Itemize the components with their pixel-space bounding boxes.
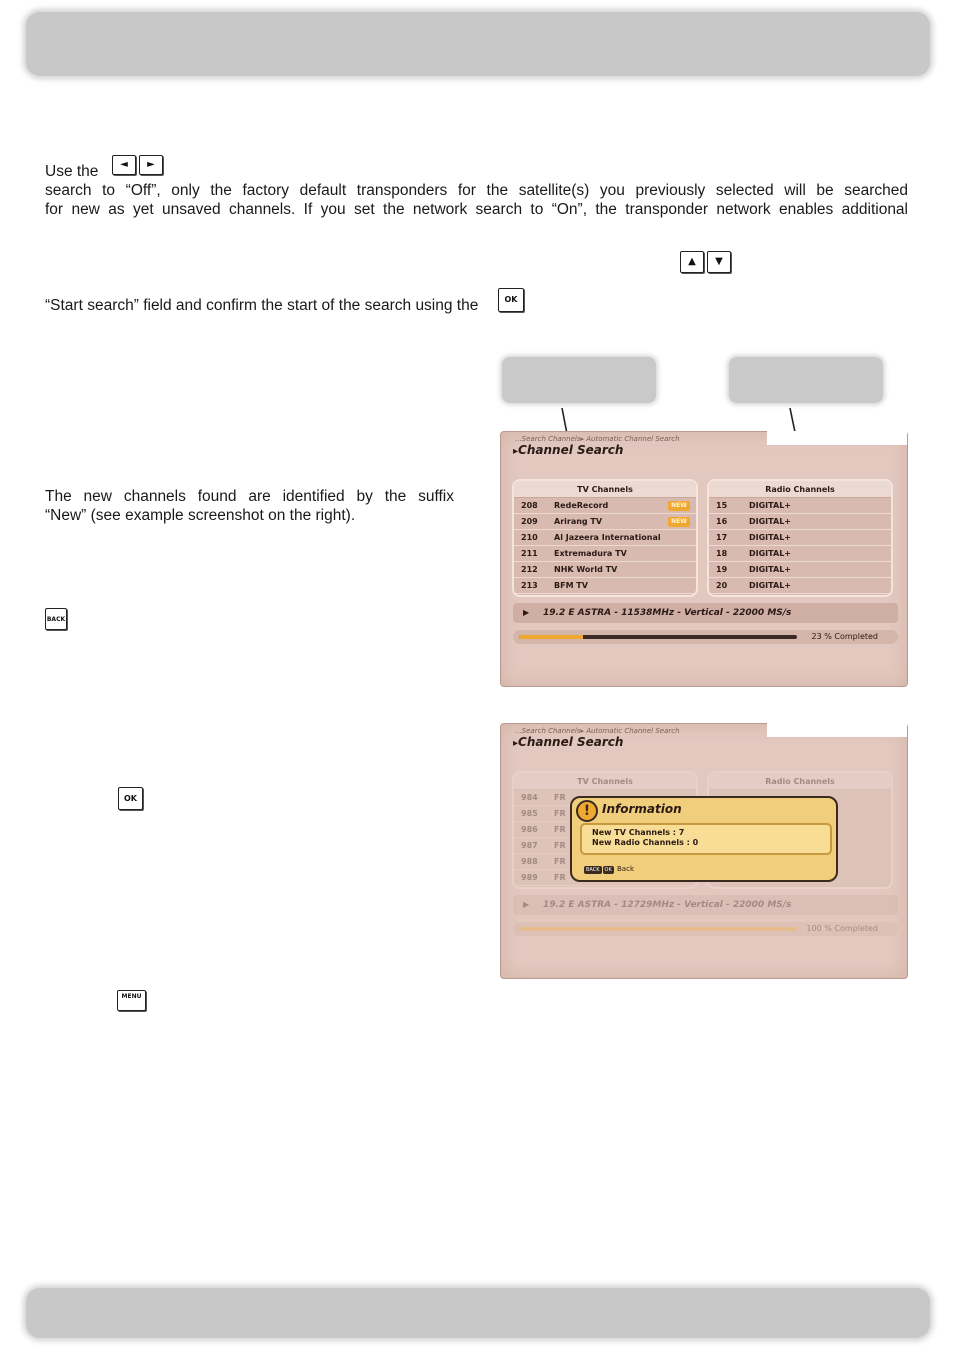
header-band [26, 12, 930, 76]
down-arrow-key-icon: ▼ [707, 251, 731, 273]
list-item[interactable]: 16 DIGITAL+ [709, 514, 891, 530]
tv-channels-header: TV Channels [514, 773, 696, 790]
play-arrow-icon: ▶ [523, 608, 530, 617]
back-key-icon: BACK [586, 867, 600, 873]
radio-channels-header: Radio Channels [709, 481, 891, 498]
transponder-info: 19.2 E ASTRA - 12729MHz - Vertical - 22000 MS/s [543, 900, 792, 910]
footer-band [26, 1288, 930, 1338]
right-arrow-key-icon: ► [139, 155, 163, 175]
new-radio-channels-count: New Radio Channels : 0 [592, 838, 699, 847]
screen-title: ▸ Channel Search [513, 735, 623, 749]
new-badge: NEW [668, 501, 690, 511]
list-item[interactable]: 985 FR [514, 806, 696, 822]
progress-fill [519, 635, 583, 639]
paragraph-2: “Start search” field and confirm the start of the search using the [45, 297, 479, 314]
list-item[interactable]: 989 FR [514, 870, 696, 886]
list-item[interactable]: 211 Extremadura TV [514, 546, 696, 562]
play-arrow-icon: ▶ [523, 900, 530, 909]
list-item[interactable]: 986 FR [514, 822, 696, 838]
menu-key-icon: MENU [117, 990, 146, 1011]
ok-key-icon: OK [498, 288, 524, 312]
list-item[interactable]: 18 DIGITAL+ [709, 546, 891, 562]
information-dialog [570, 796, 838, 882]
progress-label: 23 % Completed [811, 632, 878, 641]
new-badge: NEW [668, 517, 690, 527]
new-tv-channels-count: New TV Channels : 7 [592, 828, 685, 837]
dialog-title: Information [602, 802, 682, 816]
progress-label: 100 % Completed [806, 924, 878, 933]
back-label: Back [617, 865, 634, 873]
screen-title: ▸ Channel Search [513, 443, 623, 457]
tv-channels-header: TV Channels [514, 481, 696, 498]
breadcrumb: ...Search Channels▸ Automatic Channel Search [515, 727, 680, 735]
transponder-info: 19.2 E ASTRA - 11538MHz - Vertical - 22000 MS/s [543, 608, 792, 618]
list-item[interactable]: 208 RedeRecord NEW [514, 498, 696, 514]
radio-channels-callout [729, 357, 883, 403]
list-item[interactable]: 987 FR [514, 838, 696, 854]
tv-channels-callout [502, 357, 656, 403]
list-item[interactable]: 212 NHK World TV [514, 562, 696, 578]
list-item[interactable]: 15 DIGITAL+ [709, 498, 891, 514]
paragraph-3-line-1: The new channels found are identified by the suffix [45, 488, 454, 505]
left-arrow-key-icon: ◄ [112, 155, 136, 175]
radio-channels-list [707, 479, 893, 597]
list-item[interactable]: 20 DIGITAL+ [709, 578, 891, 594]
back-key-icon: BACK [45, 608, 67, 630]
list-item[interactable]: 209 Arirang TV NEW [514, 514, 696, 530]
list-item[interactable]: 17 DIGITAL+ [709, 530, 891, 546]
paragraph-1-start: Use the [45, 163, 99, 180]
paragraph-1-line-3: for new as yet unsaved channels. If you set the network search to “On”, the transponder network enables additional [45, 201, 908, 218]
paragraph-3-line-2: “New” (see example screenshot on the right). [45, 507, 356, 524]
paragraph-1-line-2: search to “Off”, only the factory default transponders for the satellite(s) you previously selected will be searched [45, 182, 908, 199]
transponder-bar [513, 603, 898, 623]
dialog-footer[interactable] [584, 865, 634, 874]
list-item[interactable]: 210 Al Jazeera International [514, 530, 696, 546]
breadcrumb: ...Search Channels▸ Automatic Channel Search [515, 435, 680, 443]
list-item[interactable]: 19 DIGITAL+ [709, 562, 891, 578]
tv-channels-list [512, 479, 698, 597]
radio-channels-header: Radio Channels [709, 773, 891, 790]
up-arrow-key-icon: ▲ [680, 251, 704, 273]
progress-fill [519, 927, 797, 931]
list-item[interactable]: 213 BFM TV [514, 578, 696, 594]
list-item[interactable]: 984 FR [514, 790, 696, 806]
search-progress [513, 630, 898, 644]
warning-icon: ! [576, 800, 598, 822]
transponder-bar [513, 895, 898, 915]
channel-search-screen [500, 431, 908, 687]
search-progress [513, 922, 898, 936]
list-item[interactable]: 988 FR [514, 854, 696, 870]
ok-key-icon: OK [604, 867, 612, 873]
dialog-body [580, 823, 832, 855]
ok-key-icon: OK [118, 787, 143, 810]
